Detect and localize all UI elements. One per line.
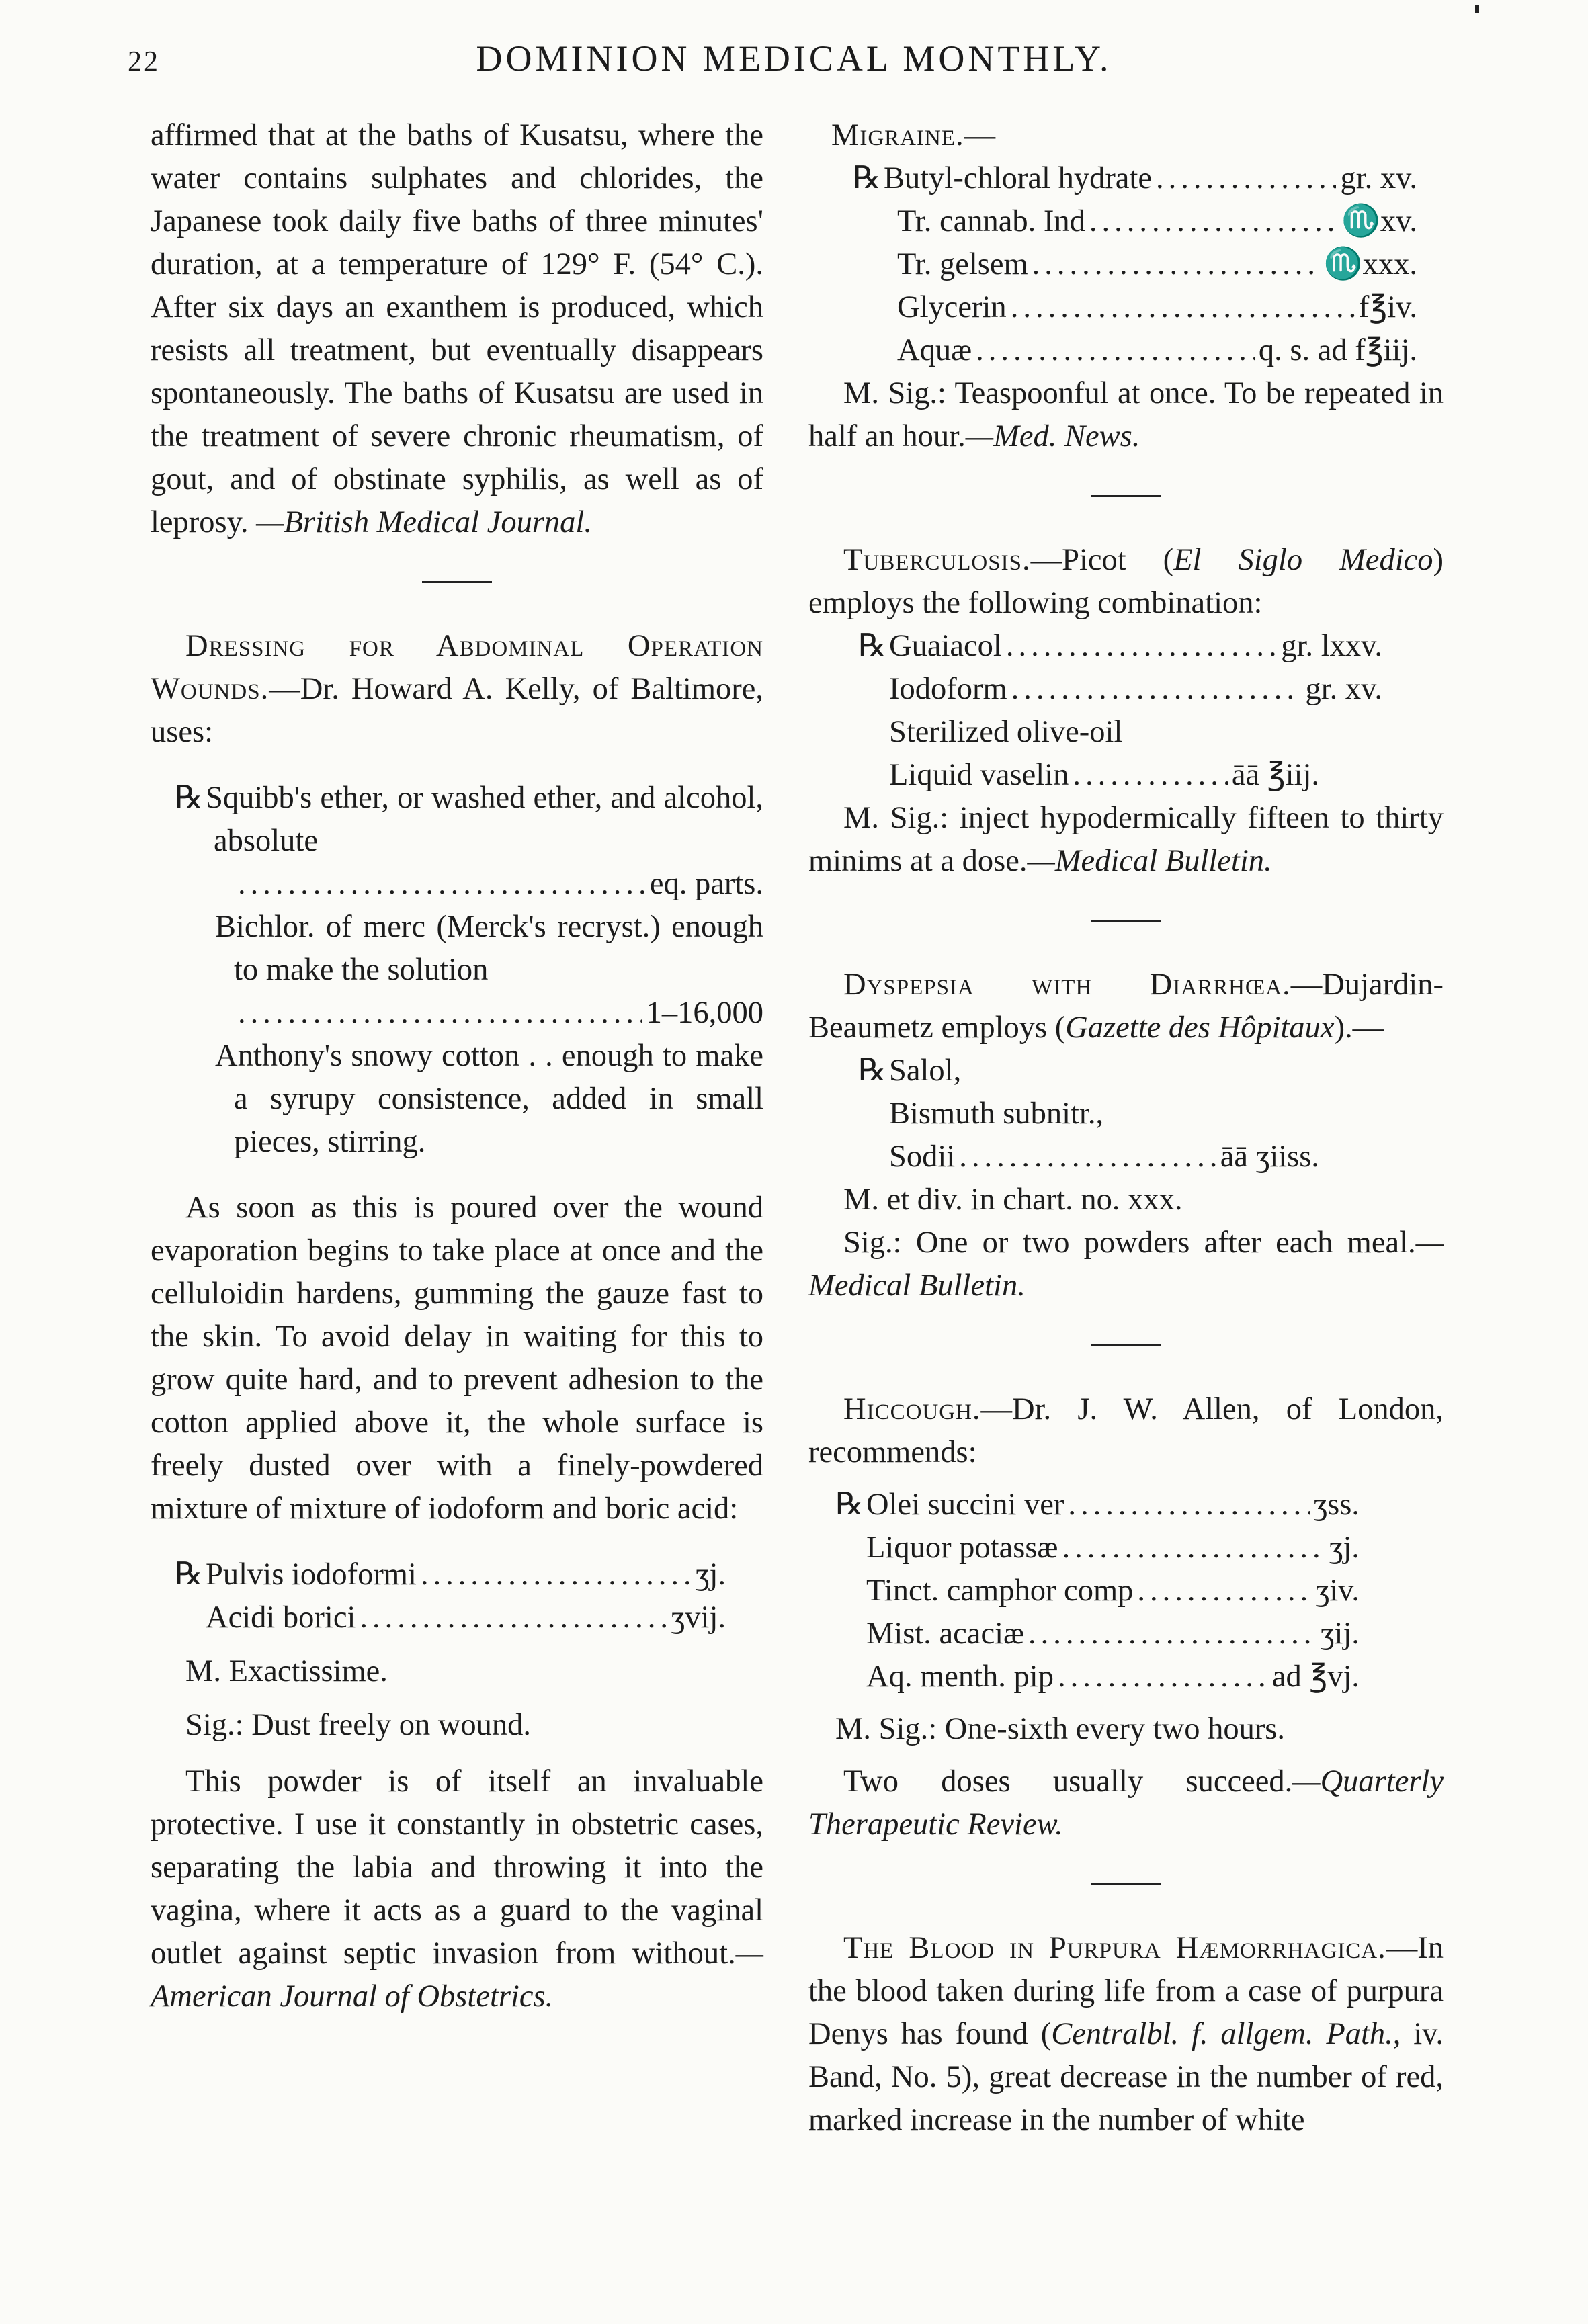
prescription-migraine — [808, 157, 1417, 372]
leader-dots — [1006, 625, 1277, 668]
leader-dots — [360, 1596, 667, 1639]
source-citation: —Quarterly Therapeutic Review. — [808, 1764, 1444, 1842]
leader-dots — [1011, 668, 1302, 711]
purpura-paragraph: The Blood in Purpura Hæmorrhagica.—In the blood taken during life from a case of purpura Denys has found (Centralbl. f. allgem. Path., iv. Band, No. 5), great decrease in the number of red, marked increase in the number of white — [808, 1931, 1444, 2137]
section-heading: Tuberculosis. — [843, 543, 1031, 577]
rx-quantity: f℥iv. — [1358, 290, 1417, 325]
rx-line — [175, 863, 763, 906]
source-citation: —Med. News. — [965, 419, 1140, 454]
rx-line: Aq. menth. pip ..... ad ℥vj. — [835, 1655, 1360, 1698]
rx-quantity: ♏xv. — [1341, 204, 1417, 239]
running-title: DOMINION MEDICAL MONTHLY. — [476, 38, 1112, 79]
journal-title: Gazette des Hôpitaux — [1065, 1010, 1335, 1045]
prescription-hiccough — [808, 1483, 1360, 1698]
recipe-symbol: ℞ — [175, 1557, 203, 1592]
source-citation: —British Medical Journal. — [256, 505, 592, 540]
rx-quantity: ʒss. — [1313, 1488, 1360, 1522]
signa-instruction: Sig.: Dust freely on wound. — [185, 1708, 532, 1742]
prescription-powder — [151, 1553, 726, 1639]
rx-line: Bismuth subnitr., — [889, 1096, 1104, 1131]
section-heading: Hiccough. — [843, 1392, 981, 1426]
leader-dots — [959, 1135, 1216, 1178]
leader-dots — [1089, 200, 1337, 243]
hiccough-directions: M. Sig.: One-sixth every two hours. — [835, 1712, 1286, 1746]
rx-quantity: 1–16,000 — [646, 996, 763, 1030]
rx-quantity: ʒiv. — [1315, 1574, 1360, 1608]
rx-quantity: gr. lxxv. — [1281, 629, 1382, 663]
hiccough-note: Two doses usually succeed.—Quarterly Therapeutic Review. — [808, 1764, 1444, 1842]
leader-dots — [238, 863, 646, 906]
rx-quantity: ad ℥vj. — [1271, 1660, 1360, 1694]
rx-line: Tr. gelsem ..... ♏xxx. — [853, 243, 1417, 286]
rx-line: ℞Salol, — [858, 1049, 1382, 1092]
rx-line: Aquæ ..... q. s. ad f℥iij. — [853, 329, 1417, 372]
protective-paragraph: This powder is of itself an invaluable protective. I use it constantly in obstetric cases, separating the labia and throwing it into the vagina, where it acts as a guard to the vaginal outlet against septic invasion from without.—American Journal of Obstetrics. — [151, 1764, 763, 2014]
rx-quantity: q. s. ad f℥iij. — [1258, 333, 1417, 368]
page-number: 22 — [128, 46, 160, 77]
rx-quantity: ♏xxx. — [1323, 247, 1417, 282]
rx-line: Mist. acaciæ ..... ʒij. — [835, 1612, 1360, 1655]
leader-dots — [1156, 157, 1336, 200]
leader-dots — [1137, 1569, 1311, 1612]
mixing-instruction: M. et div. in chart. no. xxx. — [843, 1182, 1183, 1217]
source-citation: —American Journal of Obstetrics. — [151, 1936, 763, 2014]
leader-dots — [1058, 1655, 1268, 1698]
recipe-symbol: ℞ — [858, 1053, 886, 1088]
journal-title: El Siglo Medico — [1173, 543, 1433, 577]
rx-quantity: ʒvij. — [671, 1600, 726, 1635]
recipe-symbol: ℞ — [853, 161, 881, 196]
recipe-symbol: ℞ — [858, 629, 886, 663]
rx-line: ℞ Olei succini ver ..... ʒss. — [835, 1483, 1360, 1526]
rx-quantity: ʒij. — [1320, 1617, 1360, 1651]
rx-line: Bichlor. of merc (Merck's recryst.) enough to make the solution — [215, 910, 763, 987]
prescription-dyspepsia — [808, 1049, 1382, 1178]
source-citation: —Medical Bulletin. — [808, 1225, 1444, 1303]
leader-dots — [1032, 243, 1320, 286]
section-divider — [1091, 1883, 1161, 1885]
section-heading: The Blood in Purpura Hæmorrhagica. — [843, 1931, 1386, 1965]
print-speck — [1475, 5, 1479, 13]
leader-dots — [976, 329, 1255, 372]
recipe-symbol: ℞ — [175, 781, 203, 815]
rx-quantity: ʒj. — [695, 1557, 726, 1592]
journal-title: Centralbl. f. allgem. Path. — [1051, 2017, 1393, 2051]
recipe-symbol: ℞ — [835, 1488, 864, 1522]
source-citation: —Medical Bulletin. — [1027, 844, 1272, 878]
rx-line: Glycerin ..... f℥iv. — [853, 286, 1417, 329]
section-divider — [1091, 920, 1161, 922]
section-heading: Dyspepsia with Diarrhœa. — [843, 967, 1291, 1002]
leader-dots — [238, 992, 642, 1035]
rx-line: Tr. cannab. Ind ..... ♏xv. — [853, 200, 1417, 243]
rx-line: Sterilized olive-oil — [889, 715, 1123, 749]
dressing-paragraph: As soon as this is poured over the wound evaporation begins to take place at once and the celluloidin hardens, gumming the gauze fast to the skin. To avoid delay in waiting for this to grow quite hard, and to prevent adhesion to the cotton applied above it, the whole surface is freely dusted over with a finely-powdered mixture of mixture of iodoform and boric acid: — [151, 1191, 763, 1526]
prescription-tuberculosis — [808, 625, 1382, 797]
tuberculosis-directions: M. Sig.: inject hypodermically fifteen to thirty minims at a dose.—Medical Bulletin. — [808, 801, 1444, 878]
leader-dots — [1062, 1526, 1325, 1569]
rx-line — [175, 992, 763, 1035]
left-column — [151, 114, 763, 2018]
tuberculosis-intro: Tuberculosis.—Picot (El Siglo Medico) employs the following combination: — [808, 543, 1444, 620]
section-heading: Migraine.— — [831, 118, 997, 153]
leader-dots — [1073, 754, 1228, 797]
section-divider — [1091, 495, 1161, 497]
rx-line: Liquor potassæ ..... ʒj. — [835, 1526, 1360, 1569]
right-column — [808, 114, 1444, 2142]
section-divider — [422, 581, 492, 583]
section-heading: Dressing for Abdominal Operation Wounds. — [151, 629, 763, 706]
mixing-instruction: M. Exactissime. — [185, 1654, 388, 1688]
rx-line: Acidi borici ..... ʒvij. — [175, 1596, 726, 1639]
kusatsu-paragraph: affirmed that at the baths of Kusatsu, where the water contains sulphates and chlorides, the Japanese took daily five baths of three minutes' duration, at a temperature of 129° F. (54° C.). After six days an exanthem is produced, which resists all treatment, but eventually disappears spontaneously. The baths of Kusatsu are used in the treatment of severe chronic rheumatism, of gout, and of obstinate syphilis, as well as of leprosy. —British Medical Journal. — [151, 118, 763, 540]
rx-quantity: āā ʒiiss. — [1220, 1139, 1319, 1174]
leader-dots — [1028, 1612, 1317, 1655]
rx-line: ℞ Pulvis iodoformi ..... ʒj. — [175, 1553, 726, 1596]
migraine-directions: M. Sig.: Teaspoonful at once. To be repeated in half an hour.—Med. News. — [808, 376, 1444, 454]
rx-quantity: ʒj. — [1329, 1531, 1360, 1565]
dyspepsia-signa: Sig.: One or two powders after each meal.—Medical Bulletin. — [808, 1225, 1444, 1303]
rx-line: Anthony's snowy cotton . . enough to make a syrupy consistence, added in small pieces, stirring. — [215, 1039, 763, 1159]
rx-line: ℞ Guaiacol ..... gr. lxxv. — [858, 625, 1382, 668]
rx-quantity: gr. xv. — [1305, 672, 1382, 706]
rx-line: Iodoform ..... gr. xv. — [858, 668, 1382, 711]
rx-quantity: eq. parts. — [649, 867, 763, 901]
rx-line: Sodii ..... āā ʒiiss. — [858, 1135, 1319, 1178]
prescription-dressing — [151, 777, 763, 1164]
leader-dots — [1068, 1483, 1309, 1526]
rx-line: Tinct. camphor comp ..... ʒiv. — [835, 1569, 1360, 1612]
hiccough-intro: Hiccough.—Dr. J. W. Allen, of London, recommends: — [808, 1392, 1444, 1469]
rx-line: ℞ Butyl-chloral hydrate ..... gr. xv. — [853, 157, 1417, 200]
leader-dots — [1011, 286, 1355, 329]
section-divider — [1091, 1344, 1161, 1346]
page-header — [0, 34, 1588, 81]
rx-line: ℞Squibb's ether, or washed ether, and alcohol, absolute — [175, 777, 763, 863]
dressing-intro: Dressing for Abdominal Operation Wounds.—Dr. Howard A. Kelly, of Baltimore, uses: — [151, 629, 763, 749]
dyspepsia-intro: Dyspepsia with Diarrhœa.—Dujardin-Beaumetz employs (Gazette des Hôpitaux).— — [808, 967, 1444, 1045]
rx-quantity: gr. xv. — [1340, 161, 1417, 196]
leader-dots — [421, 1553, 692, 1596]
rx-quantity: āā ℥iij. — [1231, 758, 1319, 792]
rx-line: Liquid vaselin ..... āā ℥iij. — [858, 754, 1319, 797]
